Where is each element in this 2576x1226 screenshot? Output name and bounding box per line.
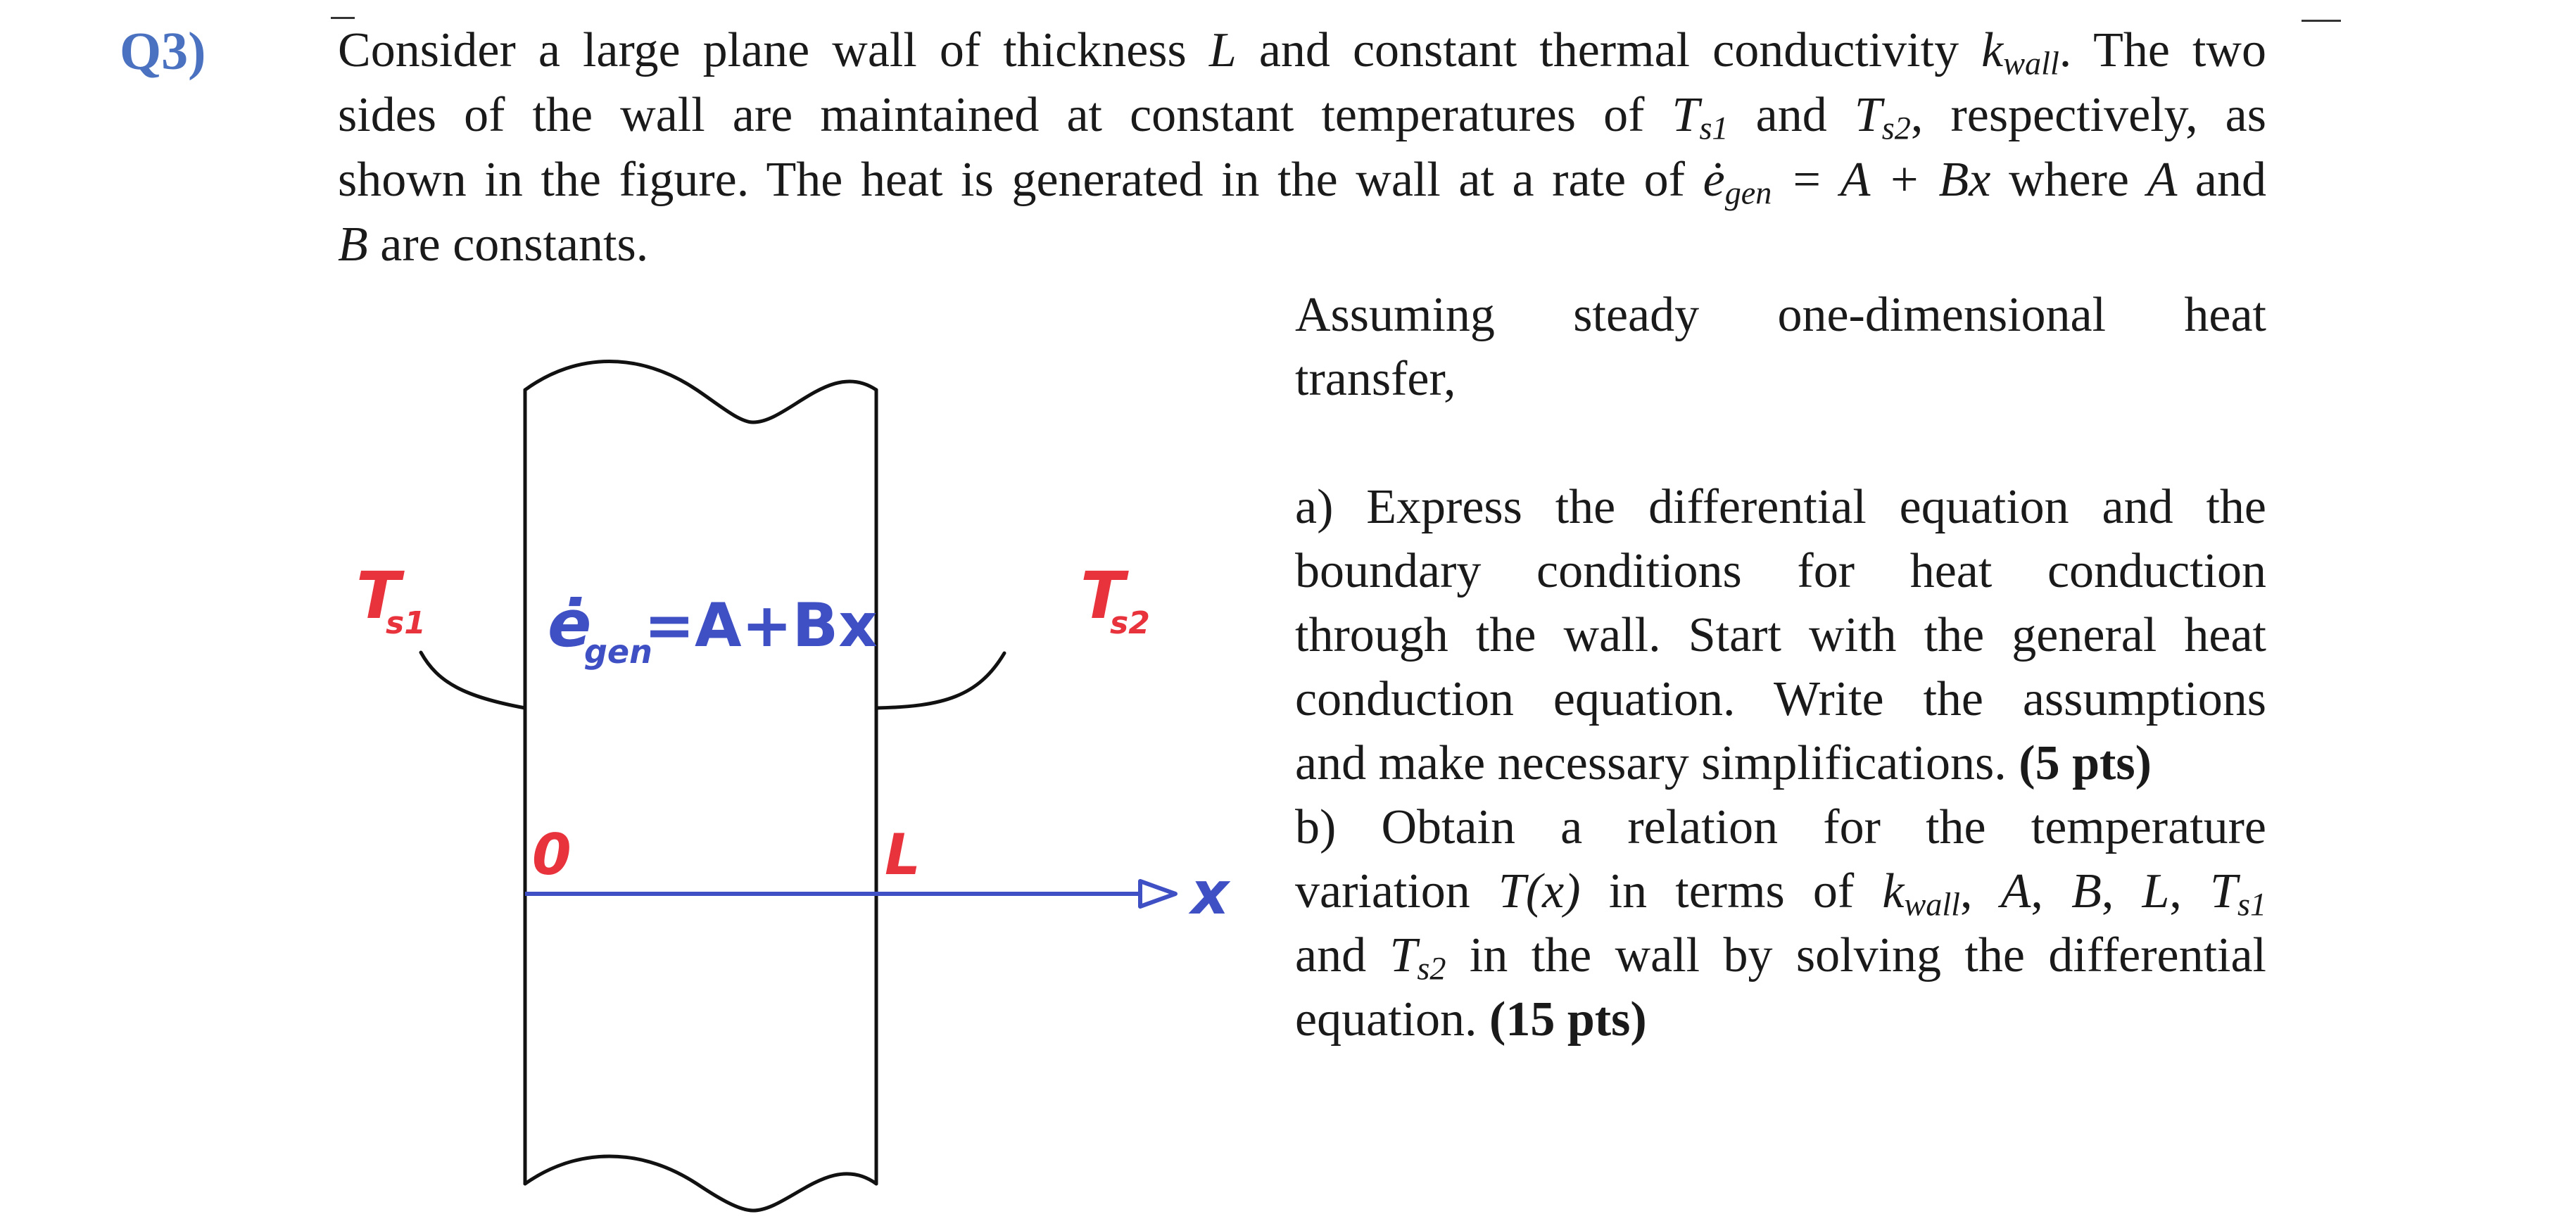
- ts1-subscript: s1: [386, 605, 426, 641]
- text-run: and: [2177, 153, 2267, 207]
- x-axis-label: x: [1191, 859, 1230, 928]
- tasks-column: [1295, 283, 2266, 1051]
- text-run: sides of the wall are maintained at constant temperatures of: [338, 88, 1672, 142]
- subscript-s1: s1: [1699, 110, 1729, 146]
- assumption-line-2: transfer,: [1295, 352, 1456, 406]
- intro-line-3: [338, 148, 2266, 213]
- part-a-line-4: conduction equation. Write the assumptions: [1295, 672, 2266, 726]
- subscript-s2: s2: [1417, 950, 1446, 987]
- part-b-line-3: [1295, 923, 2266, 987]
- wall-bottom-edge: [525, 1156, 876, 1211]
- L-label: L: [885, 822, 921, 887]
- question-number: Q3): [120, 22, 206, 81]
- intro-line-1: [338, 18, 2266, 83]
- text-run: ,: [1960, 864, 2001, 918]
- subscript-wall: wall: [2003, 45, 2059, 82]
- equation-rhs: = A + Bx: [1772, 153, 1991, 207]
- part-a-line-2: boundary conditions for heat conduction: [1295, 544, 2266, 598]
- text-run: and constant thermal conductivity: [1236, 23, 1982, 77]
- points-a: (5 pts): [2019, 736, 2152, 790]
- subscript-gen: gen: [1724, 175, 1772, 211]
- ts2-T-label: T: [1080, 558, 1125, 633]
- var-B: B: [2071, 864, 2102, 918]
- text-run: in the wall by solving the differential: [1446, 928, 2266, 982]
- subscript-s2: s2: [1881, 110, 1911, 146]
- wall-diagram: [324, 345, 1281, 1226]
- part-b-line-2: [1295, 859, 2266, 923]
- var-e-dot: ė: [1703, 153, 1725, 207]
- spacer: [1295, 411, 2266, 475]
- var-x: (x): [1525, 864, 1581, 918]
- text-run: ,: [2031, 864, 2072, 918]
- ts1-leader: [421, 652, 525, 708]
- assumption-line-1: Assuming steady one-dimensional heat: [1295, 288, 2266, 342]
- text-run: are constants.: [367, 217, 649, 272]
- subscript-wall: wall: [1904, 886, 1961, 923]
- ts1-T-label: T: [356, 558, 400, 633]
- text-run: and make necessary simplifications.: [1295, 736, 2019, 790]
- var-T: T: [1389, 928, 1418, 982]
- text-run: . The two: [2059, 23, 2266, 77]
- egen-equation: =A+Bx: [644, 590, 878, 661]
- var-L: L: [1208, 23, 1237, 77]
- text-run: in terms of: [1580, 864, 1883, 918]
- part-a-line-5: [1295, 731, 2266, 795]
- var-k: k: [1882, 864, 1905, 918]
- var-k: k: [1981, 23, 2004, 77]
- var-T: T: [1498, 864, 1526, 918]
- part-a-line-3: through the wall. Start with the general heat: [1295, 608, 2266, 662]
- text-run: shown in the figure. The heat is generated in the wall at a rate of: [338, 153, 1703, 207]
- text-run: variation: [1295, 864, 1498, 918]
- intro-line-2: [338, 83, 2266, 148]
- var-A: A: [2000, 864, 2031, 918]
- wall-top-edge: [525, 362, 876, 423]
- egen-subscript: gen: [584, 633, 652, 671]
- part-a-line-1: a) Express the differential equation and the: [1295, 480, 2266, 534]
- ts2-subscript: s2: [1110, 605, 1150, 641]
- var-L: L: [2142, 864, 2170, 918]
- text-run: ,: [2101, 864, 2142, 918]
- x-axis-arrowhead: [1140, 881, 1175, 906]
- text-run: Consider a large plane wall of thickness: [338, 23, 1209, 77]
- egen-e-label: ė: [548, 586, 592, 662]
- var-T: T: [1672, 88, 1700, 142]
- text-run: where: [1990, 153, 2147, 207]
- part-b-line-4: [1295, 987, 2266, 1051]
- var-B: B: [338, 217, 368, 272]
- text-run: equation.: [1295, 992, 1490, 1047]
- problem-statement: [338, 18, 2266, 277]
- text-run: and: [1728, 88, 1855, 142]
- intro-line-4: [338, 213, 2266, 277]
- var-T: T: [1854, 88, 1882, 142]
- subscript-s1: s1: [2237, 886, 2267, 923]
- text-run: ,: [2169, 864, 2211, 918]
- part-b-line-1: b) Obtain a relation for the temperature: [1295, 800, 2266, 854]
- var-A: A: [2147, 153, 2178, 207]
- origin-label: 0: [532, 822, 572, 887]
- top-right-mark: [2302, 20, 2341, 22]
- text-run: , respectively, as: [1910, 88, 2266, 142]
- wall-figure: [324, 345, 1281, 1226]
- text-run: and: [1295, 928, 1390, 982]
- ts2-leader: [876, 653, 1004, 708]
- var-T: T: [2210, 864, 2237, 918]
- points-b: (15 pts): [1489, 992, 1647, 1047]
